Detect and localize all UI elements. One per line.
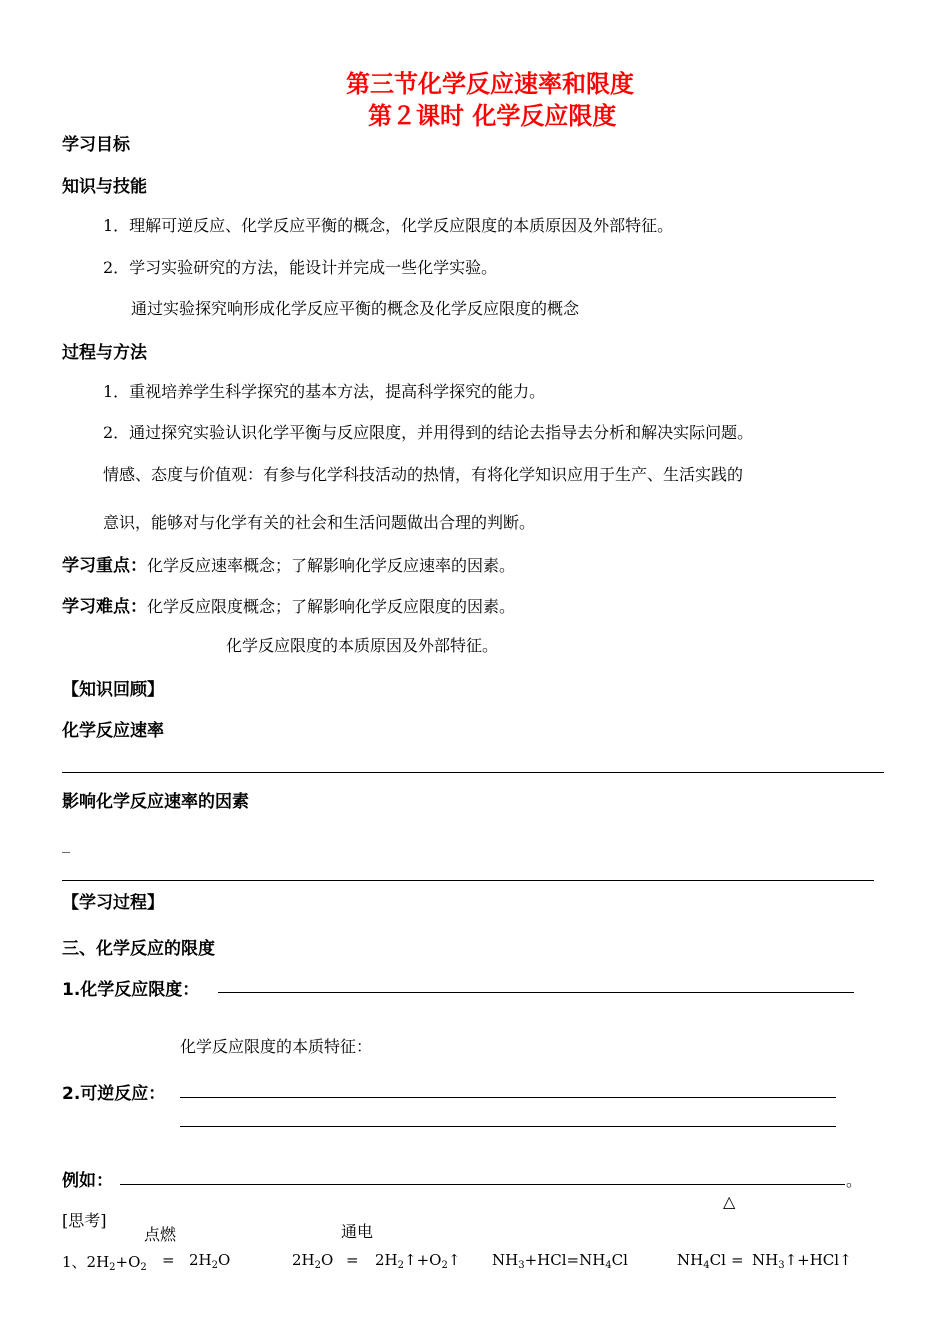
- attitude-line-1: 情感、态度与价值观：有参与化学科技活动的热情，有将化学知识应用于生产、生活实践的: [103, 465, 744, 484]
- dash-mark: _: [62, 834, 70, 853]
- knowledge-item-2: 2．学习实验研究的方法，能设计并完成一些化学实验。: [103, 258, 498, 277]
- knowledge-heading: 知识与技能: [62, 177, 147, 197]
- equation-1-product: $2H_2O$: [189, 1251, 231, 1271]
- equation-4-products: $NH_3↑+HCl↑$: [752, 1251, 852, 1271]
- answer-line-factors[interactable]: [62, 880, 874, 881]
- difficulty-label: 学习难点：: [62, 597, 147, 617]
- knowledge-item-3: 通过实验探究响形成化学反应平衡的概念及化学反应限度的概念: [131, 299, 580, 318]
- knowledge-item-1: 1．理解可逆反应、化学反应平衡的概念，化学反应限度的本质原因及外部特征。: [103, 216, 674, 235]
- answer-line-reversible-2[interactable]: [180, 1126, 836, 1127]
- think-label: [思考]: [62, 1211, 107, 1230]
- answer-line-example[interactable]: [120, 1184, 845, 1185]
- difficulty-row: [62, 592, 515, 617]
- key-point-row: [62, 551, 515, 576]
- equation-hydrogen-combustion: 1、$2H_2+O_2$: [62, 1253, 147, 1273]
- objectives-heading: 学习目标: [62, 135, 130, 155]
- answer-line-rate[interactable]: [62, 772, 884, 773]
- equation-ammonium-chloride-decomposition: $NH_4Cl$: [677, 1251, 726, 1271]
- page-subtitle: 第２课时 化学反应限度: [368, 101, 617, 130]
- review-item-rate: 化学反应速率: [62, 721, 164, 741]
- page-title: 第三节化学反应速率和限度: [346, 69, 634, 98]
- key-point-label: 学习重点：: [62, 556, 147, 576]
- process-heading: 过程与方法: [62, 343, 147, 363]
- condition-electric: 通电: [341, 1222, 374, 1241]
- limit-label: 1.化学反应限度：: [62, 980, 200, 1000]
- reversible-label: 2.可逆反应：: [62, 1084, 166, 1104]
- answer-line-reversible-1[interactable]: [180, 1097, 836, 1098]
- example-label: 例如：: [62, 1171, 113, 1191]
- process-section-heading: 【学习过程】: [62, 893, 164, 913]
- condition-ignite: 点燃: [144, 1225, 177, 1244]
- review-heading: 【知识回顾】: [62, 680, 164, 700]
- attitude-line-2: 意识，能够对与化学有关的社会和生活问题做出合理的判断。: [103, 513, 536, 532]
- key-point-text: 化学反应速率概念；了解影响化学反应速率的因素。: [147, 556, 516, 575]
- equation-ammonia-hcl: $NH_3+HCl=NH_4Cl$: [492, 1251, 628, 1271]
- equation-2-equals: =: [346, 1251, 359, 1269]
- limit-essence: 化学反应限度的本质特征：: [180, 1037, 373, 1056]
- section3-heading: 三、化学反应的限度: [62, 939, 215, 959]
- equation-1-equals: =: [162, 1251, 175, 1269]
- equation-water-electrolysis-rhs: $2H_2↑+O_2↑$: [375, 1251, 461, 1271]
- difficulty-extra: 化学反应限度的本质原因及外部特征。: [226, 636, 499, 655]
- equation-4-equals: =: [731, 1251, 744, 1269]
- condition-heat: △: [723, 1192, 736, 1211]
- process-item-2: 2．通过探究实验认识化学平衡与反应限度，并用得到的结论去指导去分析和解决实际问题。: [103, 423, 754, 442]
- answer-line-limit[interactable]: [218, 992, 854, 993]
- review-item-factors: 影响化学反应速率的因素: [62, 792, 249, 812]
- process-item-1: 1．重视培养学生科学探究的基本方法，提高科学探究的能力。: [103, 382, 546, 401]
- difficulty-text: 化学反应限度概念；了解影响化学反应限度的因素。: [147, 597, 516, 616]
- equation-water-electrolysis-lhs: $2H_2O$: [292, 1251, 334, 1271]
- example-end-mark: 。: [846, 1171, 863, 1190]
